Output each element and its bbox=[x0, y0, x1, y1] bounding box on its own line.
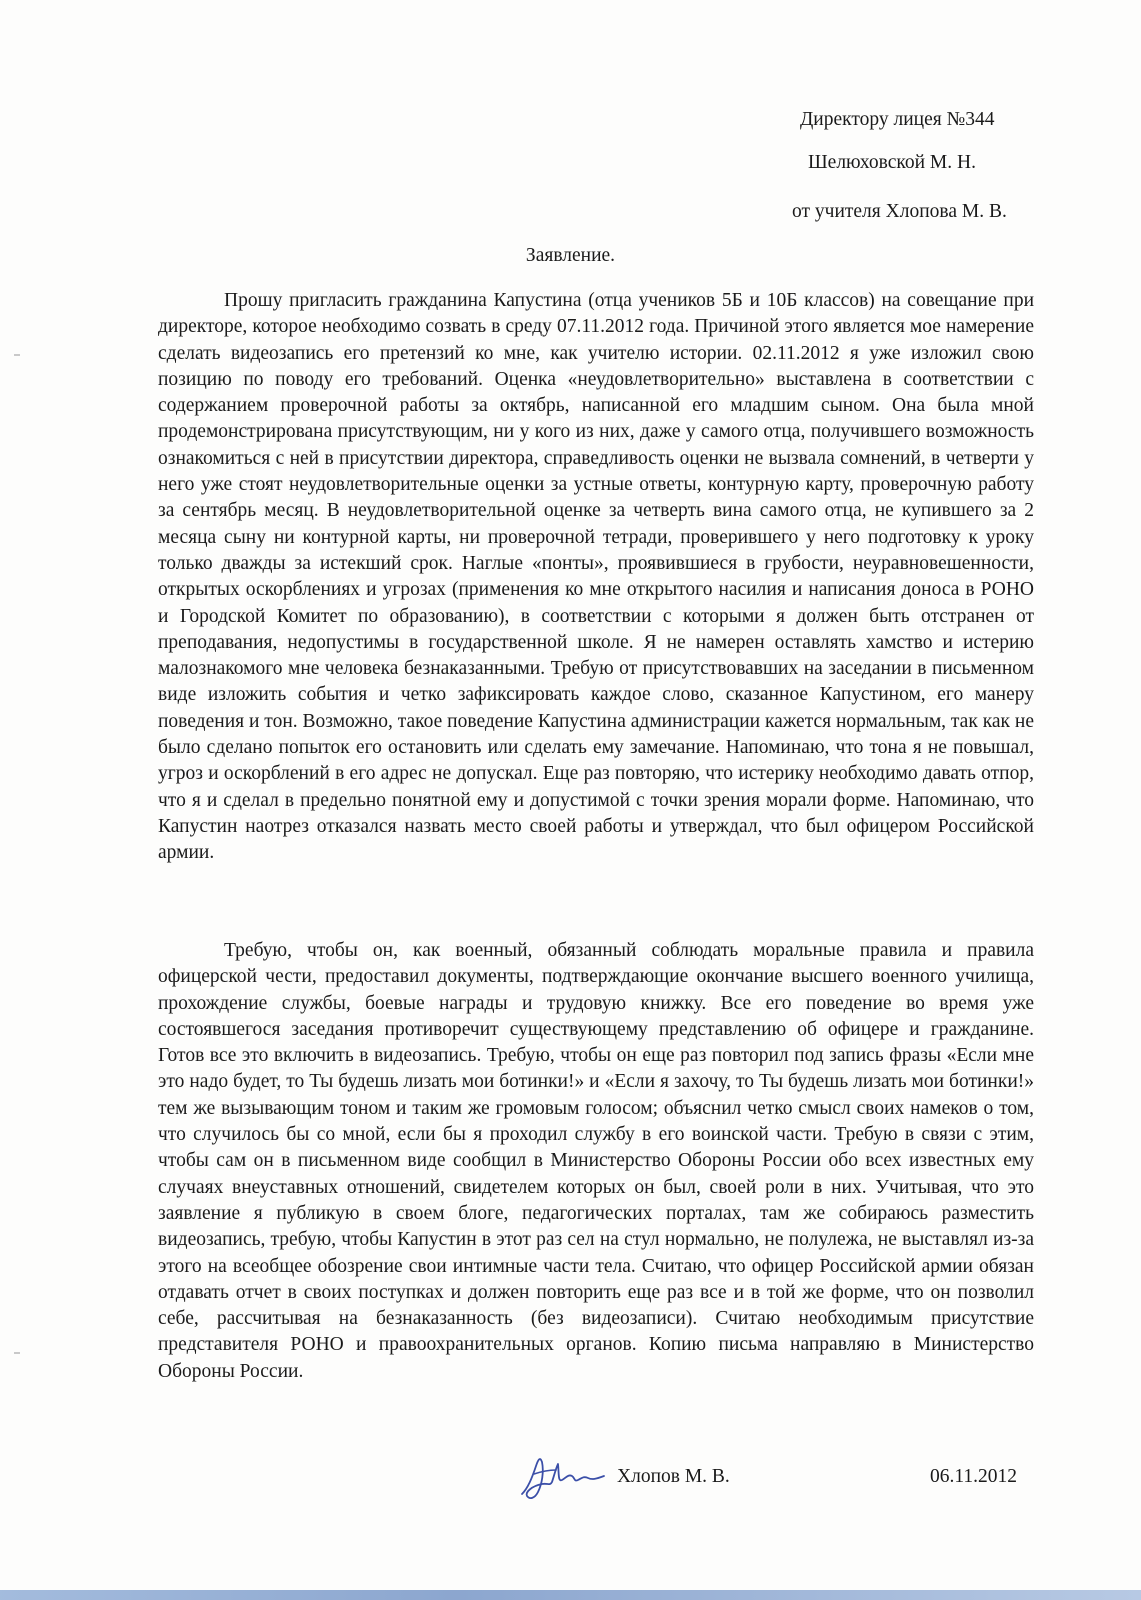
paragraph-1: Прошу пригласить гражданина Капустина (отца учеников 5Б и 10Б классов) на совещание при директоре, которое необходимо созвать в среду 07.11.2012 года. Причиной этого является мое намерение сделать видеозапись его претензий ко мне, как учителю истории. 02.11.2012 я уже изложил свою позицию по поводу его требований. Оценка «неудовлетворительно» выставлена в соответствии с содержанием проверочной работы за октябрь, написанной его младшим сыном. Она была мной продемонстрирована присутствующим, ни у кого из них, даже у самого отца, получившего возможность ознакомиться с ней в присутствии директора, справедливость оценки не вызвала сомнений, в четверти у него уже стоят неудовлетворительные оценки за устные ответы, контурную карту, проверочную работу за сентябрь месяц. В неудовлетворительной оценке за четверть вина самого отца, не купившего за 2 месяца сыну ни контурной карты, ни проверочной тетради, проверившего у него подготовку к уроку только дважды за истекший срок. Наглые «понты», проявившиеся в грубости, неуравновешенности, открытых оскорблениях и угрозах (применения ко мне открытого насилия и написания доноса в РОНО и Городской Комитет по образованию), в соответствии с которыми я должен быть отстранен от преподавания, недопустимы в государственной школе. Я не намерен оставлять хамство и истерию малознакомого мне человека безнаказанными. Требую от присутствовавших на заседании в письменном виде изложить события и четко зафиксировать каждое слово, сказанное Капустином, его манеру поведения и тон. Возможно, такое поведение Капустина администрации кажется нормальным, так как не было сделано попыток его остановить или сделать ему замечание. Напоминаю, что тона я не повышал, угроз и оскорблений в его адрес не допускал. Еще раз повторяю, что истерику необходимо давать отпор, что я и сделал в предельно понятной ему и допустимой с точки зрения морали форме. Напоминаю, что Капустин наотрез отказался назвать место своей работы и утверждал, что был офицером Российской армии. bbox=[158, 290, 1034, 864]
signer-name: Хлопов М. В. bbox=[617, 1466, 730, 1487]
signature bbox=[518, 1448, 608, 1506]
sender-line: от учителя Хлопова М. В. bbox=[792, 201, 1007, 222]
scan-edge-stripe bbox=[0, 1590, 1141, 1600]
scan-mark bbox=[14, 1352, 20, 1354]
addressee-name: Шелюховской М. Н. bbox=[808, 152, 976, 173]
addressee-line: Директору лицея №344 bbox=[800, 109, 995, 130]
document-date: 06.11.2012 bbox=[930, 1466, 1018, 1487]
document-title: Заявление. bbox=[525, 245, 616, 266]
scan-mark bbox=[14, 354, 20, 356]
paragraph-2: Требую, чтобы он, как военный, обязанный соблюдать моральные правила и правила офицерской чести, предоставил документы, подтверждающие окончание высшего военного училища, прохождение службы, боевые награды и трудовую книжку. Все его поведение во время уже состоявшегося заседания противоречит существующему представлению об офицере и гражданине. Готов все это включить в видеозапись. Требую, чтобы он еще раз повторил под запись фразы «Если мне это надо будет, то Ты будешь лизать мои ботинки!» и «Если я захочу, то Ты будешь лизать мои ботинки!» тем же вызывающим тоном и таким же громовым голосом; объяснил четко смысл своих намеков о том, что случилось бы со мной, если бы я проходил службу в его воинской части. Требую в связи с этим, чтобы сам он в письменном виде сообщил в Министерство Обороны России обо всех известных ему случаях внеуставных отношений, свидетелем которых он был, своей роли в них. Учитывая, что это заявление я публикую в своем блоге, педагогических порталах, там же собираюсь разместить видеозапись, требую, чтобы Капустин в этот раз сел на стул нормально, не полулежа, не выставлял из-за этого на всеобщее обозрение свои интимные части тела. Считаю, что офицер Российской армии обязан отдавать отчет в своих поступках и должен повторить еще раз все и в той же форме, что он позволил себе, рассчитывая на безнаказанность (без видеозаписи). Считаю необходимым присутствие представителя РОНО и правоохранительных органов. Копию письма направляю в Министерство Обороны России. bbox=[158, 940, 1034, 1382]
